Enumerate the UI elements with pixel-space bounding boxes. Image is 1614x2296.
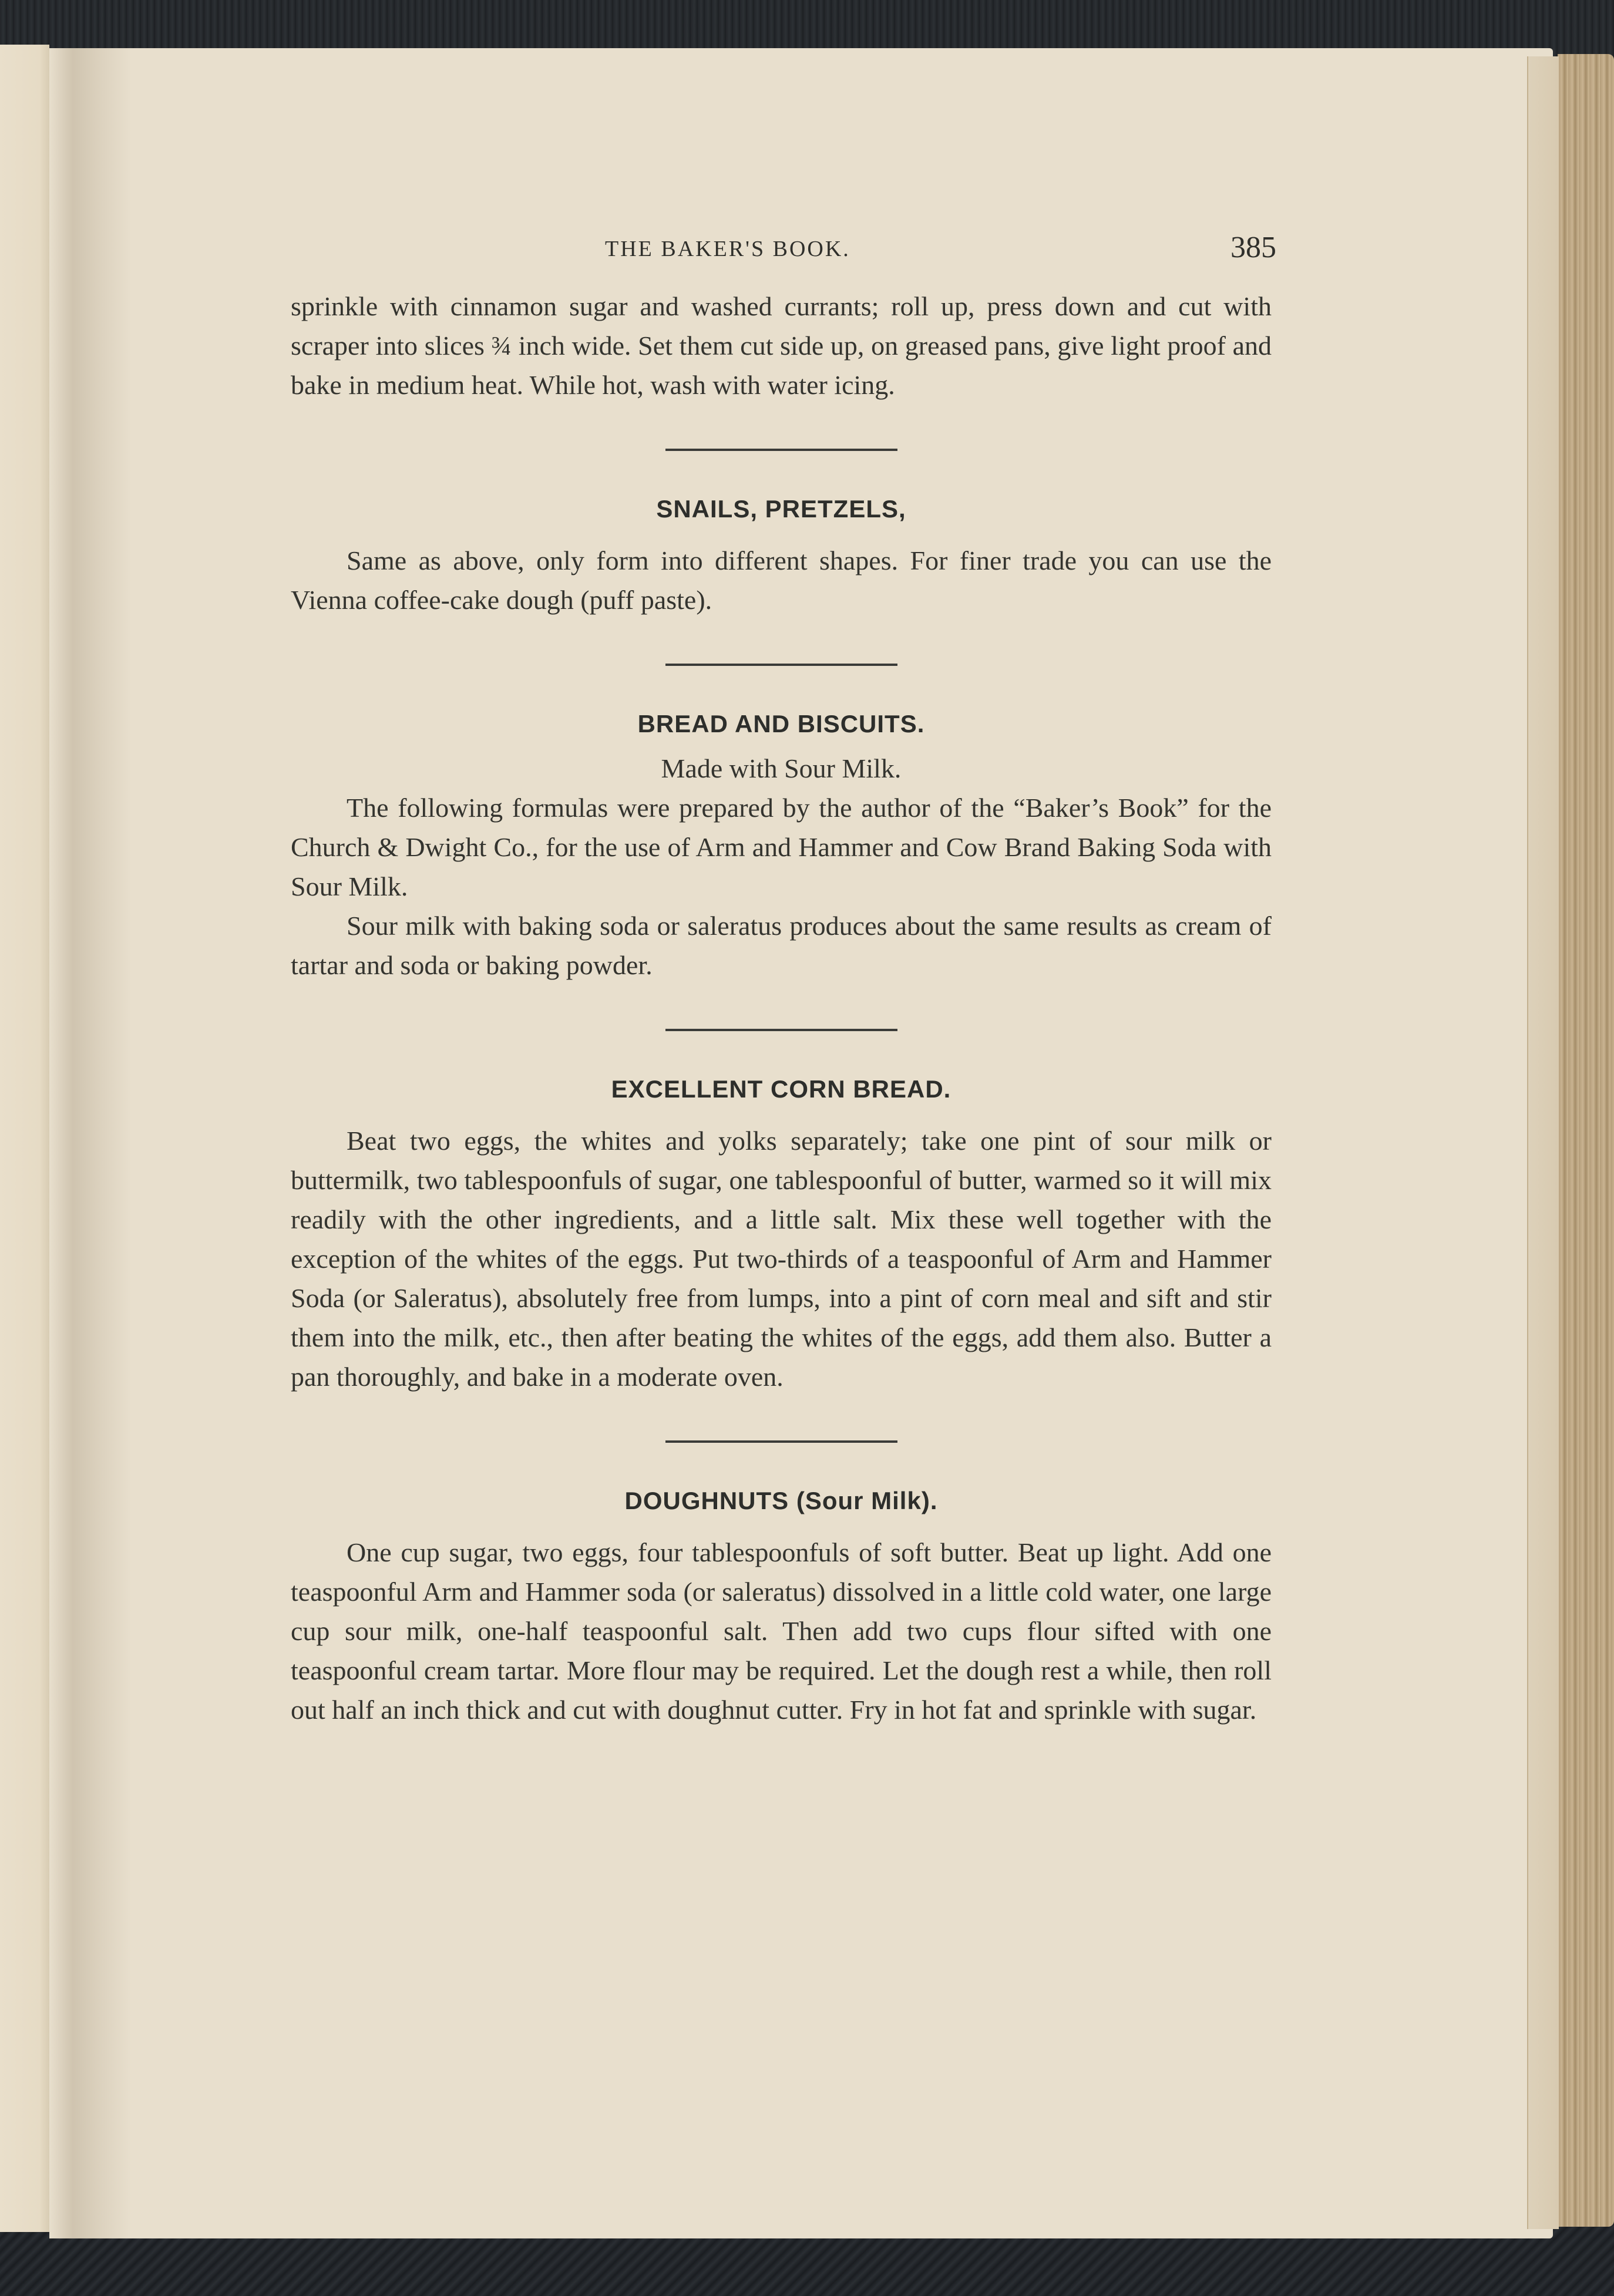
page-edges-stack	[1558, 54, 1614, 2227]
paragraph: The following formulas were prepared by the author of the “Baker’s Book” for the Church & Dwight Co., for the use of Arm and Hammer and Cow Brand Baking Soda with Sour Milk.	[291, 793, 1272, 901]
running-title: THE BAKER'S BOOK.	[605, 237, 850, 261]
page-fore-edge	[1527, 56, 1559, 2229]
section-excellent-corn-bread	[291, 1075, 1272, 1396]
paragraph: One cup sugar, two eggs, four tablespoonfuls of soft butter. Beat up light. Add one teaspoonful Arm and Hammer soda (or saleratus) dissolved in a little cold water, one large cup sour milk, one-half teaspoonful salt. Then add two cups flour sifted with one teaspoonful cream tartar. More flour may be required. Let the dough rest a while, then roll out half an inch thick and cut with doughnut cutter. Fry in hot fat and sprinkle with sugar.	[291, 1537, 1272, 1725]
section-snails-pretzels	[291, 495, 1272, 620]
page-content	[291, 223, 1276, 1729]
continuation-paragraph: sprinkle with cinnamon sugar and washed currants; roll up, press down and cut with scraper into slices ¾ inch wide. Set them cut side up, on greased pans, give light proof and bake in medium heat. While hot, wash with water icing.	[291, 291, 1272, 400]
section-heading: EXCELLENT CORN BREAD.	[611, 1075, 951, 1103]
section-heading: DOUGHNUTS (Sour Milk).	[624, 1487, 938, 1514]
section-heading: BREAD AND BISCUITS.	[637, 710, 925, 738]
page-number: 385	[1230, 231, 1276, 264]
section-subheading: Made with Sour Milk.	[661, 753, 902, 783]
paragraph: Sour milk with baking soda or saleratus produces about the same results as cream of tartar and soda or baking powder.	[291, 911, 1272, 980]
section-bread-and-biscuits	[291, 710, 1272, 985]
previous-page-edge	[0, 45, 49, 2232]
paragraph: Same as above, only form into different shapes. For finer trade you can use the Vienna coffee-cake dough (puff paste).	[291, 546, 1272, 615]
section-doughnuts	[291, 1487, 1272, 1729]
paragraph: Beat two eggs, the whites and yolks separately; take one pint of sour milk or buttermilk, two tablespoonfuls of sugar, one tablespoonful of butter, warmed so it will mix readily with the other ingredients, and a little salt. Mix these well together with the exception of the whites of the eggs. Put two-thirds of a teaspoonful of Arm and Hammer Soda (or Saleratus), absolutely free from lumps, into a pint of corn meal and sift and stir them into the milk, etc., then after beating the whites of the eggs, add them also. Butter a pan thoroughly, and bake in a moderate oven.	[291, 1126, 1272, 1392]
section-heading: SNAILS, PRETZELS,	[656, 495, 906, 523]
running-head	[291, 223, 1276, 276]
